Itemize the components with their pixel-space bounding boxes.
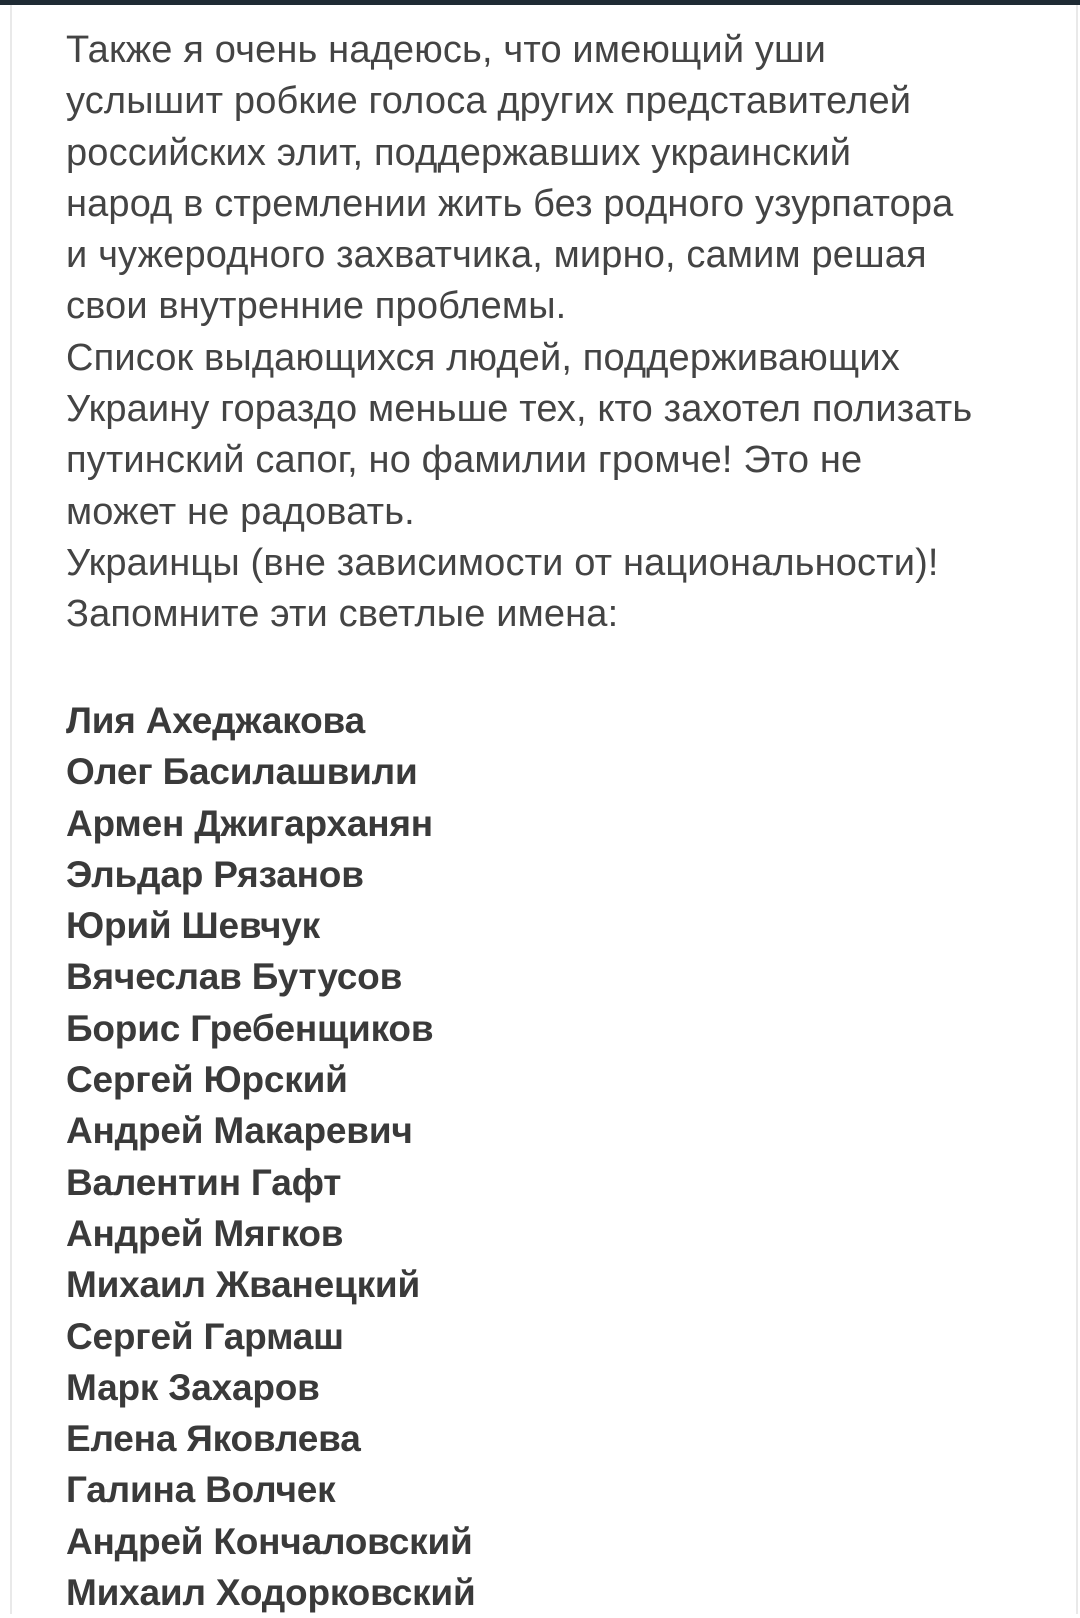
name-list-item: Сергей Юрский bbox=[66, 1059, 348, 1101]
name-list-item: Марк Захаров bbox=[66, 1366, 320, 1408]
names-list bbox=[66, 695, 476, 1618]
post-card bbox=[10, 5, 1078, 1614]
post-text-line: Также я очень надеюсь, что имеющий уши bbox=[66, 29, 827, 71]
name-list-item: Юрий Шевчук bbox=[66, 905, 320, 947]
post-text-line: Запомните эти светлые имена: bbox=[66, 593, 619, 636]
name-list-item: Лия Ахеджакова bbox=[66, 700, 365, 741]
name-list-item: Галина Волчек bbox=[66, 1469, 336, 1511]
name-list-item: Михаил Жванецкий bbox=[66, 1264, 421, 1306]
name-list-item: Олег Басилашвили bbox=[66, 751, 418, 793]
name-list-item: Борис Гребенщиков bbox=[66, 1007, 434, 1049]
post-text-line: услышит робкие голоса других представителей bbox=[66, 80, 912, 123]
post-text-line: российских элит, поддержавших украинский bbox=[66, 131, 852, 174]
name-list-item: Михаил Ходорковский bbox=[66, 1572, 476, 1614]
name-list-item: Андрей Мягков bbox=[66, 1212, 344, 1254]
post-text-line: Украинцы (вне зависимости от национальности)! bbox=[66, 541, 939, 584]
name-list-item: Вячеслав Бутусов bbox=[66, 956, 403, 998]
name-list-item: Андрей Кончаловский bbox=[66, 1520, 473, 1562]
post-text-line: Список выдающихся людей, поддерживающих bbox=[66, 336, 900, 379]
post-text-line: путинский сапог, но фамилии громче! Это не bbox=[66, 439, 863, 482]
name-list-item: Сергей Гармаш bbox=[66, 1315, 344, 1357]
post-text-line: и чужеродного захватчика, мирно, самим решая bbox=[66, 234, 927, 277]
post-text-line: свои внутренние проблемы. bbox=[66, 285, 567, 328]
post-text-line: народ в стремлении жить без родного узурпатора bbox=[66, 182, 954, 225]
post-text-line: может не радовать. bbox=[66, 490, 415, 533]
name-list-item: Эльдар Рязанов bbox=[66, 853, 364, 895]
name-list-item: Армен Джигарханян bbox=[66, 802, 433, 844]
name-list-item: Валентин Гафт bbox=[66, 1161, 342, 1203]
post-text-line: Украину гораздо меньше тех, кто захотел полизать bbox=[66, 388, 973, 431]
post-body-text bbox=[66, 25, 1046, 641]
name-list-item: Андрей Макаревич bbox=[66, 1110, 413, 1152]
name-list-item: Елена Яковлева bbox=[66, 1418, 361, 1460]
